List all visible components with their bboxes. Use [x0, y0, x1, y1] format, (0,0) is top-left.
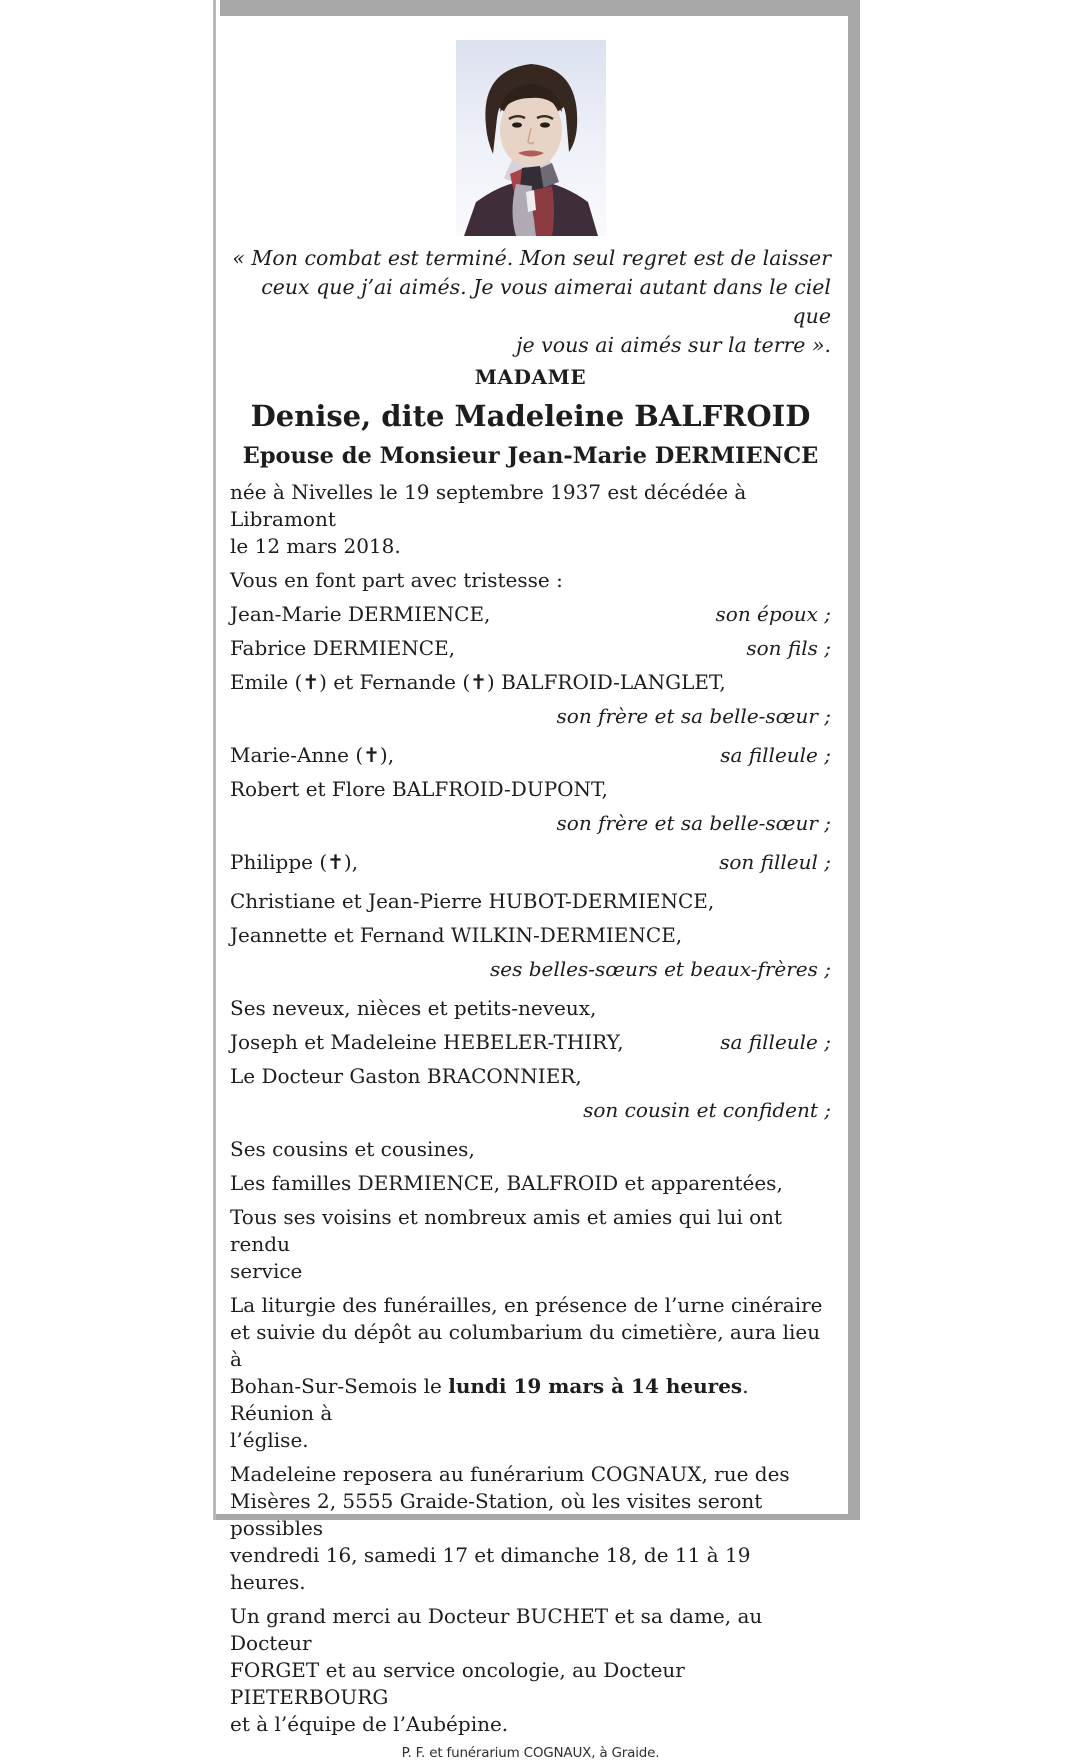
mourner-name: Ses cousins et cousines, [230, 1137, 475, 1161]
mourner-row [230, 742, 831, 769]
repose-paragraph [230, 1461, 831, 1596]
liturgy-text: Bohan-Sur-Semois le [230, 1374, 449, 1398]
card-content [230, 0, 831, 1761]
mourner-name: Christiane et Jean-Pierre HUBOT-DERMIENCE, [230, 889, 715, 913]
liturgy-paragraph [230, 1292, 831, 1454]
birth-death-paragraph [230, 479, 831, 560]
mourner-row [230, 635, 831, 662]
relation-label: sa filleule ; [720, 743, 831, 767]
mourner-name: Le Docteur Gaston BRACONNIER, [230, 1064, 582, 1088]
mourner-name: Les familles DERMIENCE, BALFROID et apparentées, [230, 1171, 783, 1195]
mourner-name: Ses neveux, nièces et petits-neveux, [230, 996, 597, 1020]
relation-label: son fils ; [746, 636, 831, 660]
portrait-photo [456, 40, 606, 236]
mourner-name: Philippe (✝), [230, 850, 359, 874]
thanks-line: Un grand merci au Docteur BUCHET et sa dame, au Docteur [230, 1604, 763, 1655]
liturgy-line: l’église. [230, 1428, 309, 1452]
mourner-row [230, 1029, 831, 1056]
relation-label: son frère et sa belle-sœur ; [556, 704, 831, 728]
mourner-name: Emile (✝) et Fernande (✝) BALFROID-LANGLET, [230, 670, 726, 694]
quote-line: « Mon combat est terminé. Mon seul regret est de laisser [232, 246, 831, 270]
repose-line: vendredi 16, samedi 17 et dimanche 18, de 11 à 19 heures. [230, 1543, 751, 1594]
obituary-card [213, 0, 860, 1761]
mourner-name: Fabrice DERMIENCE, [230, 636, 456, 660]
intro-line: née à Nivelles le 19 septembre 1937 est décédée à Libramont [230, 480, 747, 531]
mourner-row [230, 601, 831, 628]
liturgy-line: et suivie du dépôt au columbarium du cimetière, aura lieu à [230, 1320, 821, 1371]
deceased-name: Denise, dite Madeleine BALFROID [250, 399, 811, 433]
card-right-edge [848, 0, 860, 1520]
intro-line: le 12 mars 2018. [230, 534, 401, 558]
funeral-home-credit: P. F. et funérarium COGNAUX, à Graide. [401, 1745, 660, 1761]
neighbors-line: Tous ses voisins et nombreux amis et amies qui lui ont rendu [230, 1205, 783, 1256]
thanks-paragraph [230, 1603, 831, 1738]
relation-label: son frère et sa belle-sœur ; [556, 811, 831, 835]
quote-line: je vous ai aimés sur la terre ». [516, 333, 831, 357]
liturgy-line: La liturgie des funérailles, en présence de l’urne cinéraire [230, 1293, 823, 1317]
mourner-row [230, 810, 831, 837]
title-prefix: MADAME [474, 365, 587, 389]
mourner-row [230, 849, 831, 876]
relation-label: son filleul ; [719, 850, 831, 874]
relation-label: sa filleule ; [720, 1030, 831, 1054]
mourner-row [230, 669, 831, 696]
relation-label: son époux ; [715, 602, 831, 626]
liturgy-text: . Réunion à [230, 1374, 749, 1425]
neighbors-paragraph [230, 1204, 831, 1285]
thanks-line: FORGET et au service oncologie, au Docteur PIETERBOURG [230, 1658, 685, 1709]
mourner-row [230, 956, 831, 983]
mourner-row [230, 888, 831, 915]
mourner-row [230, 1170, 831, 1197]
neighbors-line: service [230, 1259, 303, 1283]
ceremony-datetime: lundi 19 mars à 14 heures [448, 1374, 743, 1398]
mourner-row [230, 776, 831, 803]
announcement-body [230, 479, 831, 1761]
quote-line: ceux que j’ai aimés. Je vous aimerai autant dans le ciel que [261, 275, 831, 328]
mourner-row [230, 1136, 831, 1163]
mourner-row [230, 703, 831, 730]
mourner-name: Jeannette et Fernand WILKIN-DERMIENCE, [230, 923, 683, 947]
thanks-line: et à l’équipe de l’Aubépine. [230, 1712, 509, 1736]
mourner-name: Robert et Flore BALFROID-DUPONT, [230, 777, 608, 801]
memorial-quote [230, 244, 831, 360]
spouse-line: Epouse de Monsieur Jean-Marie DERMIENCE [242, 443, 819, 469]
mourner-name: Jean-Marie DERMIENCE, [230, 602, 491, 626]
announce-line: Vous en font part avec tristesse : [230, 568, 563, 592]
relation-label: ses belles-sœurs et beaux-frères ; [489, 957, 831, 981]
mourner-row [230, 922, 831, 949]
mourner-row [230, 995, 831, 1022]
repose-line: Madeleine reposera au funérarium COGNAUX, rue des [230, 1462, 790, 1486]
liturgy-line [230, 1373, 831, 1427]
mourner-name: Joseph et Madeleine HEBELER-THIRY, [230, 1030, 624, 1054]
mourner-row [230, 1097, 831, 1124]
relation-label: son cousin et confident ; [583, 1098, 831, 1122]
repose-line: Misères 2, 5555 Graide-Station, où les visites seront possibles [230, 1489, 763, 1540]
mourner-name: Marie-Anne (✝), [230, 743, 395, 767]
mourner-row [230, 1063, 831, 1090]
